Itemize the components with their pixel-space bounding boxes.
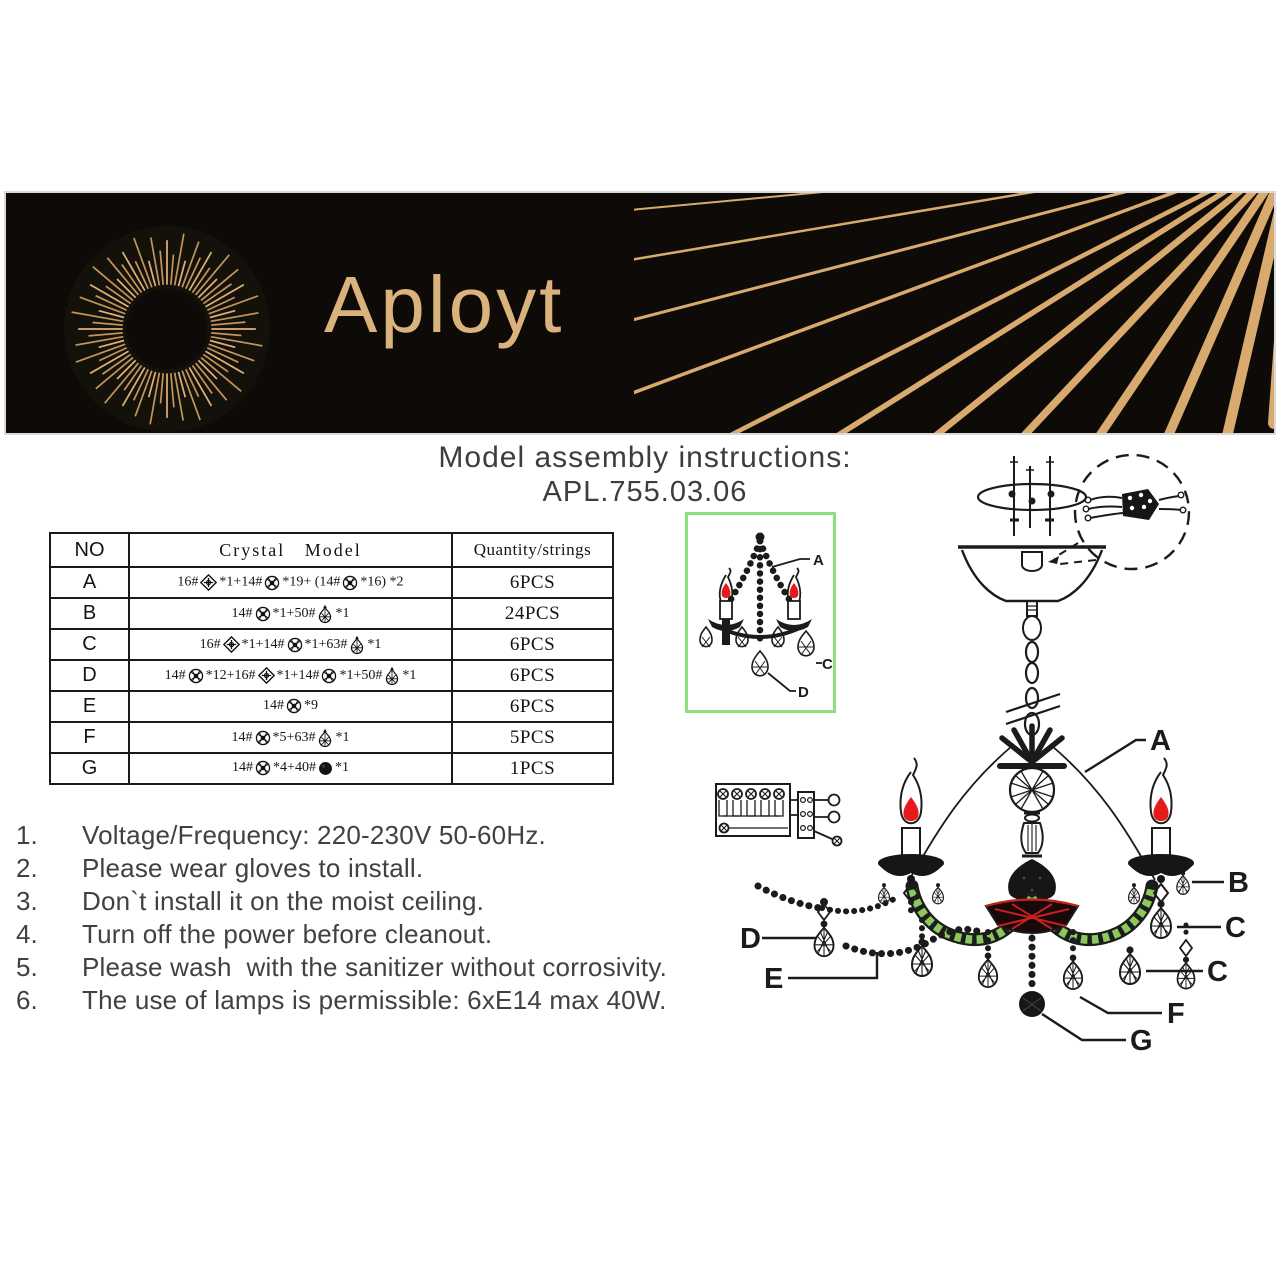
- cell-quantity: 6PCS: [452, 691, 613, 722]
- parts-table-body: [50, 567, 613, 784]
- crystal-diamond-icon: [223, 636, 240, 653]
- bulb-left: [903, 797, 918, 821]
- table-header-row: [50, 533, 613, 567]
- instruction-number: 4.: [16, 919, 38, 949]
- wiring-detail-circle: [1048, 455, 1189, 569]
- label-a: A: [1150, 725, 1171, 757]
- model-text: 16#: [177, 574, 199, 590]
- table-row: [50, 753, 613, 784]
- crystal-drop-b: [1177, 872, 1189, 895]
- label-d: D: [740, 923, 761, 955]
- instruction-number: 3.: [16, 886, 38, 916]
- instruction-item: [12, 918, 792, 951]
- table-row: [50, 722, 613, 753]
- instruction-text: The use of lamps is permissible: 6xE14 max 40W.: [82, 985, 667, 1015]
- crystal-drop-f: [1064, 955, 1082, 989]
- instruction-item: [12, 984, 792, 1017]
- header-no: NO: [50, 533, 129, 567]
- crystal-ball-icon: [188, 668, 204, 684]
- crystal-sphere-icon: [318, 761, 333, 776]
- instruction-number: 2.: [16, 853, 38, 883]
- crystal-drop-icon: [384, 666, 400, 686]
- center-bead-chain: [1019, 938, 1045, 1017]
- crystal-diamond-icon: [258, 667, 275, 684]
- model-text: *9: [304, 698, 318, 714]
- instruction-list: [12, 819, 792, 1017]
- table-row: [50, 567, 613, 598]
- cell-crystal-model: [129, 753, 452, 784]
- model-text: *1: [334, 760, 349, 776]
- model-text: *1+14#: [241, 636, 285, 652]
- page-title: Model assembly instructions:: [438, 441, 852, 474]
- cell-row-letter: D: [50, 660, 129, 691]
- model-text: 14#: [231, 605, 253, 621]
- crystal-drop-d: [815, 921, 834, 956]
- model-text: *1+50#: [272, 605, 316, 621]
- model-text: *4+40#: [273, 760, 316, 776]
- mini-label-d: D: [798, 684, 809, 701]
- ceiling-mount-bracket: [978, 456, 1086, 536]
- model-text: 14#: [164, 667, 186, 683]
- bulb-right: [1153, 797, 1168, 821]
- crystal-ball-icon: [255, 730, 271, 746]
- label-e: E: [764, 963, 784, 995]
- right-candle-arm: [1120, 758, 1195, 989]
- model-text: *1: [402, 667, 417, 683]
- table-row: [50, 598, 613, 629]
- table-row: [50, 629, 613, 660]
- instruction-item: [12, 819, 792, 852]
- header-quantity: Quantity/strings: [452, 533, 613, 567]
- cell-crystal-model: [129, 691, 452, 722]
- instruction-item: [12, 951, 792, 984]
- corner-rays-decoration: [634, 193, 1274, 433]
- model-text: *1+63#: [304, 636, 348, 652]
- cell-crystal-model: [129, 722, 452, 753]
- crystal-drop-c1: [1151, 901, 1171, 938]
- model-text: *12+16#: [205, 667, 256, 683]
- canopy: [958, 547, 1106, 601]
- model-text: 16#: [199, 636, 221, 652]
- crystal-drop-icon: [349, 635, 365, 655]
- cell-crystal-model: [129, 660, 452, 691]
- instruction-text: Please wash with the sanitizer without corrosivity.: [82, 952, 668, 982]
- label-g: G: [1130, 1025, 1153, 1057]
- chandelier-assembly-diagram: [730, 440, 1280, 1060]
- crystal-diamond-icon: [200, 574, 217, 591]
- model-text: *5+63#: [272, 729, 316, 745]
- central-column: [1008, 768, 1056, 901]
- crystal-ball-icon: [286, 698, 302, 714]
- instruction-number: 1.: [16, 820, 38, 850]
- brand-banner: [6, 193, 1274, 433]
- crystal-ball-icon: [287, 637, 303, 653]
- mini-label-a: A: [813, 552, 824, 569]
- cell-quantity: 24PCS: [452, 598, 613, 629]
- crystal-ball-icon: [321, 668, 337, 684]
- cell-row-letter: F: [50, 722, 129, 753]
- model-text: *1+14#: [276, 667, 320, 683]
- mini-label-c: C: [822, 656, 833, 673]
- model-text: *1: [367, 636, 382, 652]
- instruction-text: Voltage/Frequency: 220-230V 50-60Hz.: [82, 820, 546, 850]
- model-text: 14#: [231, 729, 253, 745]
- sunburst-center-hole: [127, 289, 208, 370]
- instruction-number: 6.: [16, 985, 38, 1015]
- model-text: 14#: [263, 698, 284, 714]
- model-number: APL.755.03.06: [542, 476, 748, 508]
- label-b: B: [1228, 867, 1249, 899]
- model-text: *16) *2: [360, 574, 404, 590]
- model-text: *1: [335, 729, 350, 745]
- crystal-ball-icon: [255, 606, 271, 622]
- label-c1: C: [1225, 912, 1246, 944]
- cell-row-letter: C: [50, 629, 129, 660]
- instruction-item: [12, 852, 792, 885]
- cell-crystal-model: [129, 629, 452, 660]
- cell-crystal-model: [129, 598, 452, 629]
- model-text: *1+14#: [219, 574, 263, 590]
- model-text: 14#: [232, 760, 254, 776]
- cell-row-letter: G: [50, 753, 129, 784]
- cell-row-letter: E: [50, 691, 129, 722]
- cell-quantity: 1PCS: [452, 753, 613, 784]
- header-model: Crystal Model: [129, 533, 452, 567]
- sunburst-logo: [61, 223, 273, 433]
- cell-quantity: 5PCS: [452, 722, 613, 753]
- instruction-item: [12, 885, 792, 918]
- crystal-drop-c2: [1120, 947, 1140, 984]
- cell-row-letter: A: [50, 567, 129, 598]
- cell-quantity: 6PCS: [452, 660, 613, 691]
- table-row: [50, 660, 613, 691]
- crystal-ball-icon: [255, 760, 271, 776]
- table-header: [50, 533, 613, 567]
- crystal-parts-table: [49, 532, 614, 785]
- cell-quantity: 6PCS: [452, 629, 613, 660]
- model-text: *19+ (14#: [282, 574, 341, 590]
- model-text: *1+50#: [339, 667, 383, 683]
- label-f: F: [1167, 998, 1185, 1030]
- brand-wordmark: Aployt: [324, 260, 565, 349]
- instruction-text: Don`t install it on the moist ceiling.: [82, 886, 485, 916]
- model-text: *1: [335, 605, 350, 621]
- label-c2: C: [1207, 956, 1228, 988]
- crystal-ball-icon: [264, 575, 280, 591]
- instruction-text: Please wear gloves to install.: [82, 853, 424, 883]
- crystal-ball-icon: [342, 575, 358, 591]
- table-row: [50, 691, 613, 722]
- left-candle-arm: [878, 758, 944, 976]
- cell-quantity: 6PCS: [452, 567, 613, 598]
- cell-row-letter: B: [50, 598, 129, 629]
- cell-crystal-model: [129, 567, 452, 598]
- instruction-text: Turn off the power before cleanout.: [82, 919, 493, 949]
- instruction-number: 5.: [16, 952, 38, 982]
- crystal-drop-icon: [317, 728, 333, 748]
- crystal-drop-icon: [317, 604, 333, 624]
